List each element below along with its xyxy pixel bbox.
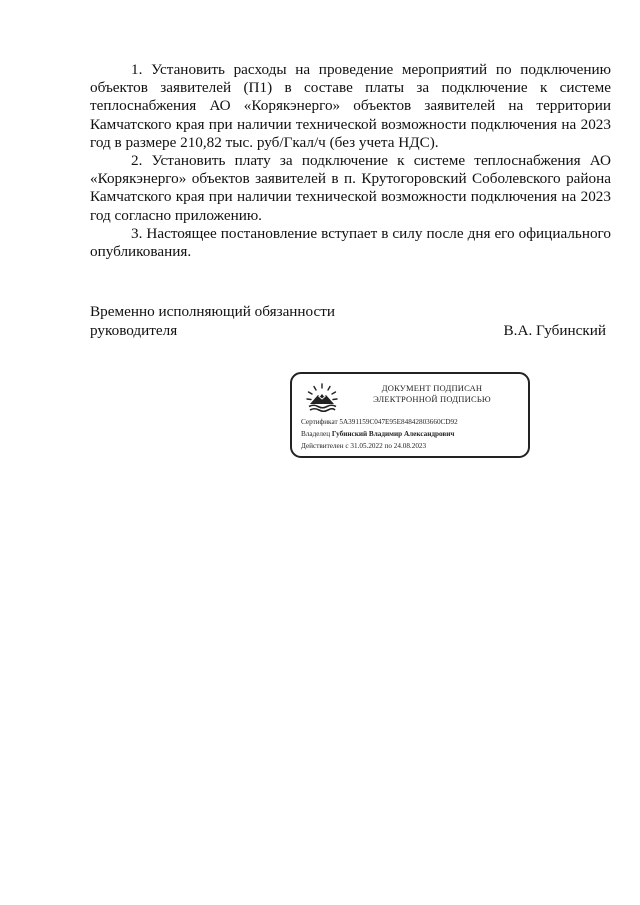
- certificate-value: 5A391159C047E95E84842803660CD92: [339, 418, 458, 426]
- document-body: [90, 61, 611, 261]
- stamp-title-line2: ЭЛЕКТРОННОЙ ПОДПИСЬЮ: [373, 393, 491, 404]
- validity-label: Действителен: [301, 442, 344, 450]
- validity-from: 31.05.2022: [350, 442, 383, 450]
- kamchatka-emblem-icon: [305, 381, 339, 415]
- stamp-details: [301, 416, 525, 452]
- signer-name: В.А. Губинский: [503, 321, 606, 339]
- signer-position-line2: руководителя: [90, 321, 178, 339]
- validity-to-prefix: по: [384, 442, 392, 450]
- validity-to: 24.08.2023: [393, 442, 427, 450]
- validity-from-prefix: с: [345, 442, 349, 450]
- owner-label: Владелец: [301, 430, 331, 438]
- owner-value: Губинский Владимир Александрович: [331, 430, 455, 438]
- stamp-title: [342, 383, 522, 404]
- electronic-signature-stamp: [290, 372, 530, 458]
- signer-position-line1: Временно исполняющий обязанности: [90, 303, 336, 320]
- paragraph-1: 1. Установить расходы на проведение мероприятий по подключению объектов заявителей (П1) в составе платы за подключение к системе теплоснабжения АО «Корякэнерго» объектов заявителей на территории Камчатского края при наличии технической возможности подключения на 2023 год в размере 210,82 тыс. руб/Гкал/ч (без учета НДС).: [90, 61, 611, 151]
- signature-line: [90, 322, 606, 341]
- owner-row: [301, 428, 525, 440]
- validity-row: [301, 440, 525, 452]
- paragraph-3: 3. Настоящее постановление вступает в силу после дня его официального опубликования.: [90, 224, 611, 261]
- certificate-row: [301, 416, 525, 428]
- certificate-label: Сертификат: [301, 418, 338, 426]
- stamp-title-line1: ДОКУМЕНТ ПОДПИСАН: [381, 383, 483, 393]
- paragraph-2: 2. Установить плату за подключение к системе теплоснабжения АО «Корякэнерго» объектов заявителей в п. Крутогоровский Соболевского района Камчатского края при наличии технической возможности подключения на 2023 год согласно приложению.: [90, 152, 611, 224]
- signature-block: [90, 303, 606, 340]
